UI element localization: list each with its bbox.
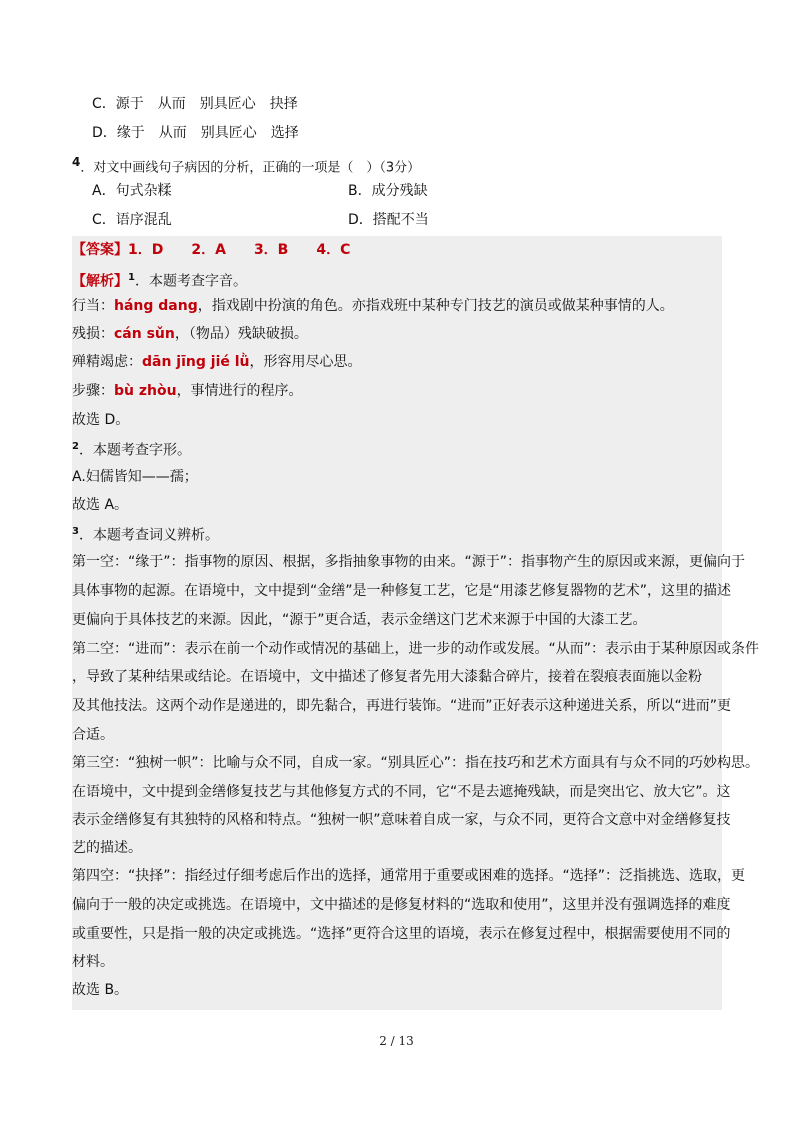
q3-option-d: D．缘于 从而 别具匠心 选择 (92, 125, 299, 141)
definition: ，事情进行的程序。 (176, 383, 303, 399)
paragraph-line: 材料。 (72, 954, 114, 970)
term: 残损： (72, 326, 114, 342)
q4-stem (72, 152, 420, 179)
pinyin: dān jīng jié lǜ (142, 354, 250, 370)
analysis-q2-heading (72, 437, 191, 461)
paragraph-line: 在语境中，文中提到金缮修复技艺与其他修复方式的不同，它“不是去遮掩残缺，而是突出它、放大它”。这 (72, 784, 731, 800)
q4-option-c: C．语序混乱 (92, 212, 172, 228)
q2-conclusion: 故选 A。 (72, 497, 129, 513)
definition: ，形容用尽心思。 (249, 354, 362, 370)
analysis-q1-number: 1 (128, 272, 135, 283)
q1-conclusion: 故选 D。 (72, 412, 130, 428)
pinyin: bù zhòu (114, 383, 177, 399)
pinyin: cán sǔn (114, 326, 175, 342)
term: 行当： (72, 298, 114, 314)
q4-stem-text: ．对文中画线句子病因的分析，正确的一项是（ ） (80, 160, 380, 176)
analysis-label: 【解析】 (72, 273, 128, 290)
term: 步骤： (72, 383, 114, 399)
q4-option-b: B．成分残缺 (348, 183, 428, 199)
paragraph-line: 第四空：“抉择”：指经过仔细考虑后作出的选择，通常用于重要或困难的选择。“选择”：泛指挑选、选取，更 (72, 868, 746, 884)
paragraph-line: 合适。 (72, 727, 114, 743)
q4-number: 4 (72, 155, 81, 169)
analysis-q1-heading (72, 268, 247, 292)
analysis-q3-heading (72, 522, 219, 546)
q2-line: A.妇儒皆知——孺； (72, 469, 198, 485)
definition: ，指戏剧中扮演的角色。亦指戏班中某种专门技艺的演员或做某种事情的人。 (197, 298, 674, 314)
analysis-q3-title: ．本题考查词义辨析。 (78, 527, 219, 544)
q3-conclusion: 故选 B。 (72, 982, 129, 998)
pinyin-line-4 (72, 381, 303, 401)
paragraph-line: 及其他技法。这两个动作是递进的，即先黏合，再进行装饰。“进而”正好表示这种递进关系，所以“进而”更 (72, 698, 732, 714)
pinyin-line-1 (72, 296, 674, 316)
definition: ，（物品）残缺破损。 (174, 326, 308, 342)
paragraph-line: 具体事物的起源。在语境中，文中提到“金缮”是一种修复工艺，它是“用漆艺修复器物的艺术”，这里的描述 (72, 583, 732, 599)
answer-label: 【答案】 (72, 242, 128, 258)
q4-option-a: A．句式杂糅 (92, 183, 172, 199)
pinyin-line-2 (72, 324, 308, 344)
paragraph-line: 表示金缮修复有其独特的风格和特点。“独树一帜”意味着自成一家，与众不同，更符合文意中对金缮修复技 (72, 812, 731, 828)
paragraph-line: 偏向于一般的决定或挑选。在语境中，文中描述的是修复材料的“选取和使用”，这里并没有强调选择的难度 (72, 897, 731, 913)
paragraph-line: 更偏向于具体技艺的来源。因此，“源于”更合适，表示金缮这门艺术来源于中国的大漆工艺。 (72, 612, 647, 628)
page-number: 2 / 13 (379, 1034, 414, 1048)
q4-points: （3分） (379, 160, 421, 176)
paragraph-line: ，导致了某种结果或结论。在语境中，文中描述了修复者先用大漆黏合碎片，接着在裂痕表面施以金粉 (72, 669, 702, 685)
pinyin: háng dang (114, 298, 198, 314)
analysis-q2-number: 2 (72, 441, 79, 452)
paragraph-line: 第三空：“独树一帜”：比喻与众不同，自成一家。“别具匠心”：指在技巧和艺术方面具有与众不同的巧妙构思。 (72, 755, 760, 771)
paragraph-line: 或重要性，只是指一般的决定或挑选。“选择”更符合这里的语境，表示在修复过程中，根据需要使用不同的 (72, 926, 731, 942)
analysis-q1-title: ．本题考查字音。 (134, 273, 247, 290)
paragraph-line: 第二空：“进而”：表示在前一个动作或情况的基础上，进一步的动作或发展。“从而”：表示由于某种原因或条件 (72, 641, 760, 657)
analysis-q2-title: ．本题考查字形。 (78, 442, 191, 459)
q4-option-d: D．搭配不当 (348, 212, 429, 228)
q3-option-c: C．源于 从而 别具匠心 抉择 (92, 96, 298, 112)
term: 殚精竭虑： (72, 354, 142, 370)
answer-text: 1．D 2．A 3．B 4．C (128, 242, 351, 258)
pinyin-line-3 (72, 352, 362, 372)
answer-line (72, 240, 350, 260)
paragraph-line: 艺的描述。 (72, 840, 142, 856)
analysis-q3-number: 3 (72, 526, 79, 537)
paragraph-line: 第一空：“缘于”：指事物的原因、根据，多指抽象事物的由来。“源于”：指事物产生的原因或来源，更偏向于 (72, 554, 746, 570)
